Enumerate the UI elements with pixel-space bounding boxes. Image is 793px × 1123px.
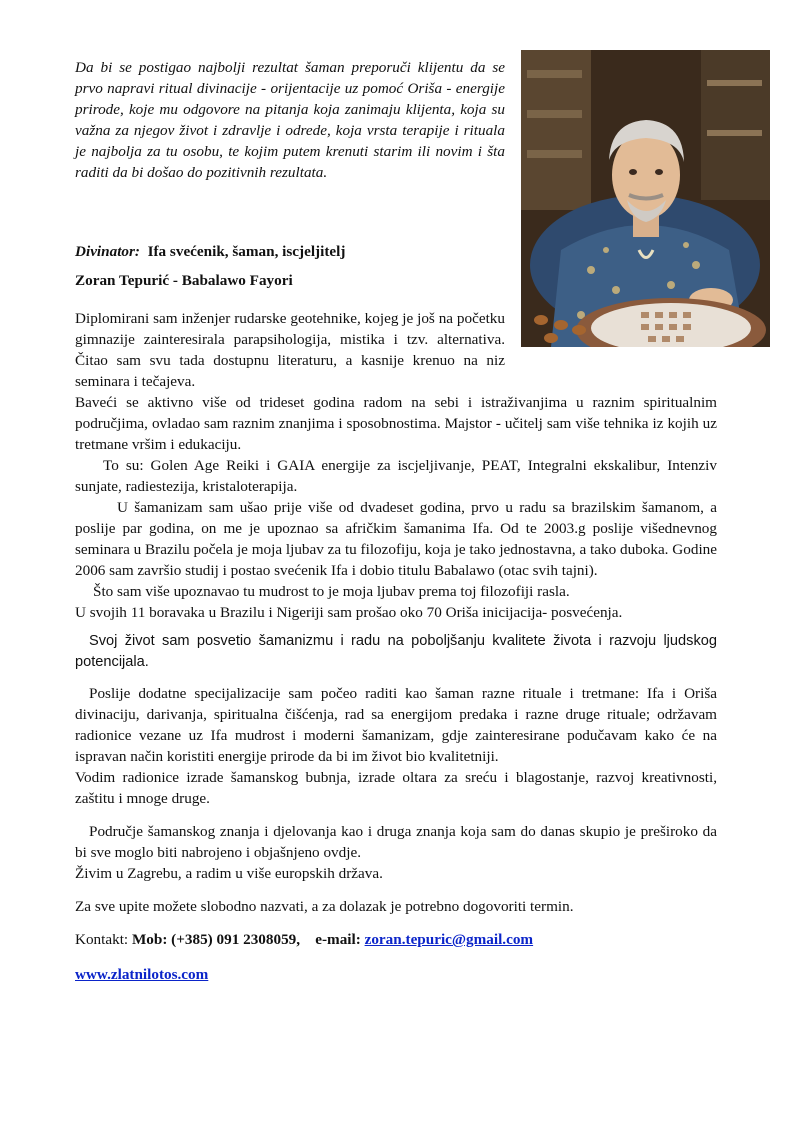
contact-mobile: Mob: (+385) 091 2308059, [131, 931, 301, 948]
bio-paragraph: Diplomirani sam inženjer rudarske geotehnike, kojeg je još na početku gimnazije zainteresirala parapsihologija, mistika i tzv. alternativa. Čitao sam svu tada dostupnu literaturu, a kasnije krenuo na niz seminara i tečajeva. [75, 310, 505, 390]
paragraph-techniques: To su: Golen Age Reiki i GAIA energije za iscjeljivanje, PEAT, Integralni ekskalibur, Intenziv sunjate, radiestezija, kristaloterapija. [75, 457, 717, 495]
paragraph-workshops: Vodim radionice izrade šamanskog bubnja, izrade oltara za sreću i blagostanje, razvoj kreativnosti, zaštitu i mnoge druge. [75, 769, 717, 807]
paragraph-initiations: U svojih 11 boravaka u Brazilu i Nigeriji sam prošao oko 70 Oriša inicijacija- posvećenja. [75, 604, 623, 621]
paragraph-dedication: Svoj život sam posvetio šamanizmu i radu na poboljšanju kvalitete života i razvoju ljudskog potencijala. [75, 633, 717, 670]
contact-email-label: e-mail: [315, 931, 361, 948]
divinator-name: Zoran Tepurić - Babalawo Fayori [75, 272, 293, 289]
paragraph-rituals: Poslije dodatne specijalizacije sam počeo raditi kao šaman razne rituale i tretmane: Ifa i Oriša divinaciju, darivanja, spiritualna čišćenja, rad sa energijom predaka i razne druge rituale; održavam radionice vezane uz Ifa mudrost i moderni šamanizam, gdje zainteresirane podučavam kako će na ispravan način koristiti energije prirode da bi im život bio kvalitetniji. [75, 685, 717, 765]
divinator-role: Ifa svećenik, šaman, iscjeljitelj [147, 243, 346, 260]
intro-paragraph: Da bi se postigao najbolji rezultat šaman preporuči klijentu da se prvo napravi ritual divinacije - orijentacije uz pomoć Oriša - energije prirode, koje mu odgovore na pitanja koja zanimaju klijenta, koja su važna za njegov život i zdravlje i odrede, koja vrsta terapije i rituala je najbolja za tu osobu, te kojim putem krenuti starim ili novim i šta raditi da bi došao do pozitivnih rezultata. [75, 59, 505, 181]
divinator-line [75, 241, 505, 262]
website-link[interactable]: www.zlatnilotos.com [75, 966, 209, 983]
contact-line [75, 929, 717, 950]
portrait-illustration [521, 50, 770, 347]
paragraph-experience: Baveći se aktivno više od trideset godina radom na sebi i istraživanjima u raznim spiritualnim područjima, ovladao sam raznim znanjima i sposobnostima. Majstor - učitelj sam više tehnika iz kojih uz tretmane vršim i edukaciju. [75, 394, 717, 453]
main-text [75, 392, 717, 985]
website-line [75, 964, 717, 985]
paragraph-location: Živim u Zagrebu, a radim u više europskih država. [75, 865, 383, 882]
paragraph-wisdom: Što sam više upoznavao tu mudrost to je moja ljubav prema toj filozofiji rasla. [93, 583, 570, 600]
email-link[interactable]: zoran.tepuric@gmail.com [364, 931, 534, 948]
paragraph-appointments: Za sve upite možete slobodno nazvati, a za dolazak je potrebno dogovoriti termin. [75, 898, 574, 915]
paragraph-knowledge: Područje šamanskog znanja i djelovanja kao i druga znanja koja sam do danas skupio je preširoko da bi sve moglo biti nabrojeno i objašnjeno ovdje. [75, 823, 717, 861]
contact-label: Kontakt: [75, 931, 129, 948]
divinator-label: Divinator: [75, 243, 140, 260]
portrait-photo [521, 50, 770, 347]
paragraph-shamanism: U šamanizam sam ušao prije više od dvadeset godina, prvo u radu sa brazilskim šamanom, a poslije par godina, on me je upoznao sa afričkim šamanima Ifa. Od te 2003.g poslije višednevnog seminara u Brazilu počela je moja ljubav za tu filozofiju, koja je tako jednostavna, a tako duboka. Godine 2006 sam završio studij i postao svećenik Ifa i dobio titulu Babalawo (otac svih tajni). [75, 499, 717, 579]
